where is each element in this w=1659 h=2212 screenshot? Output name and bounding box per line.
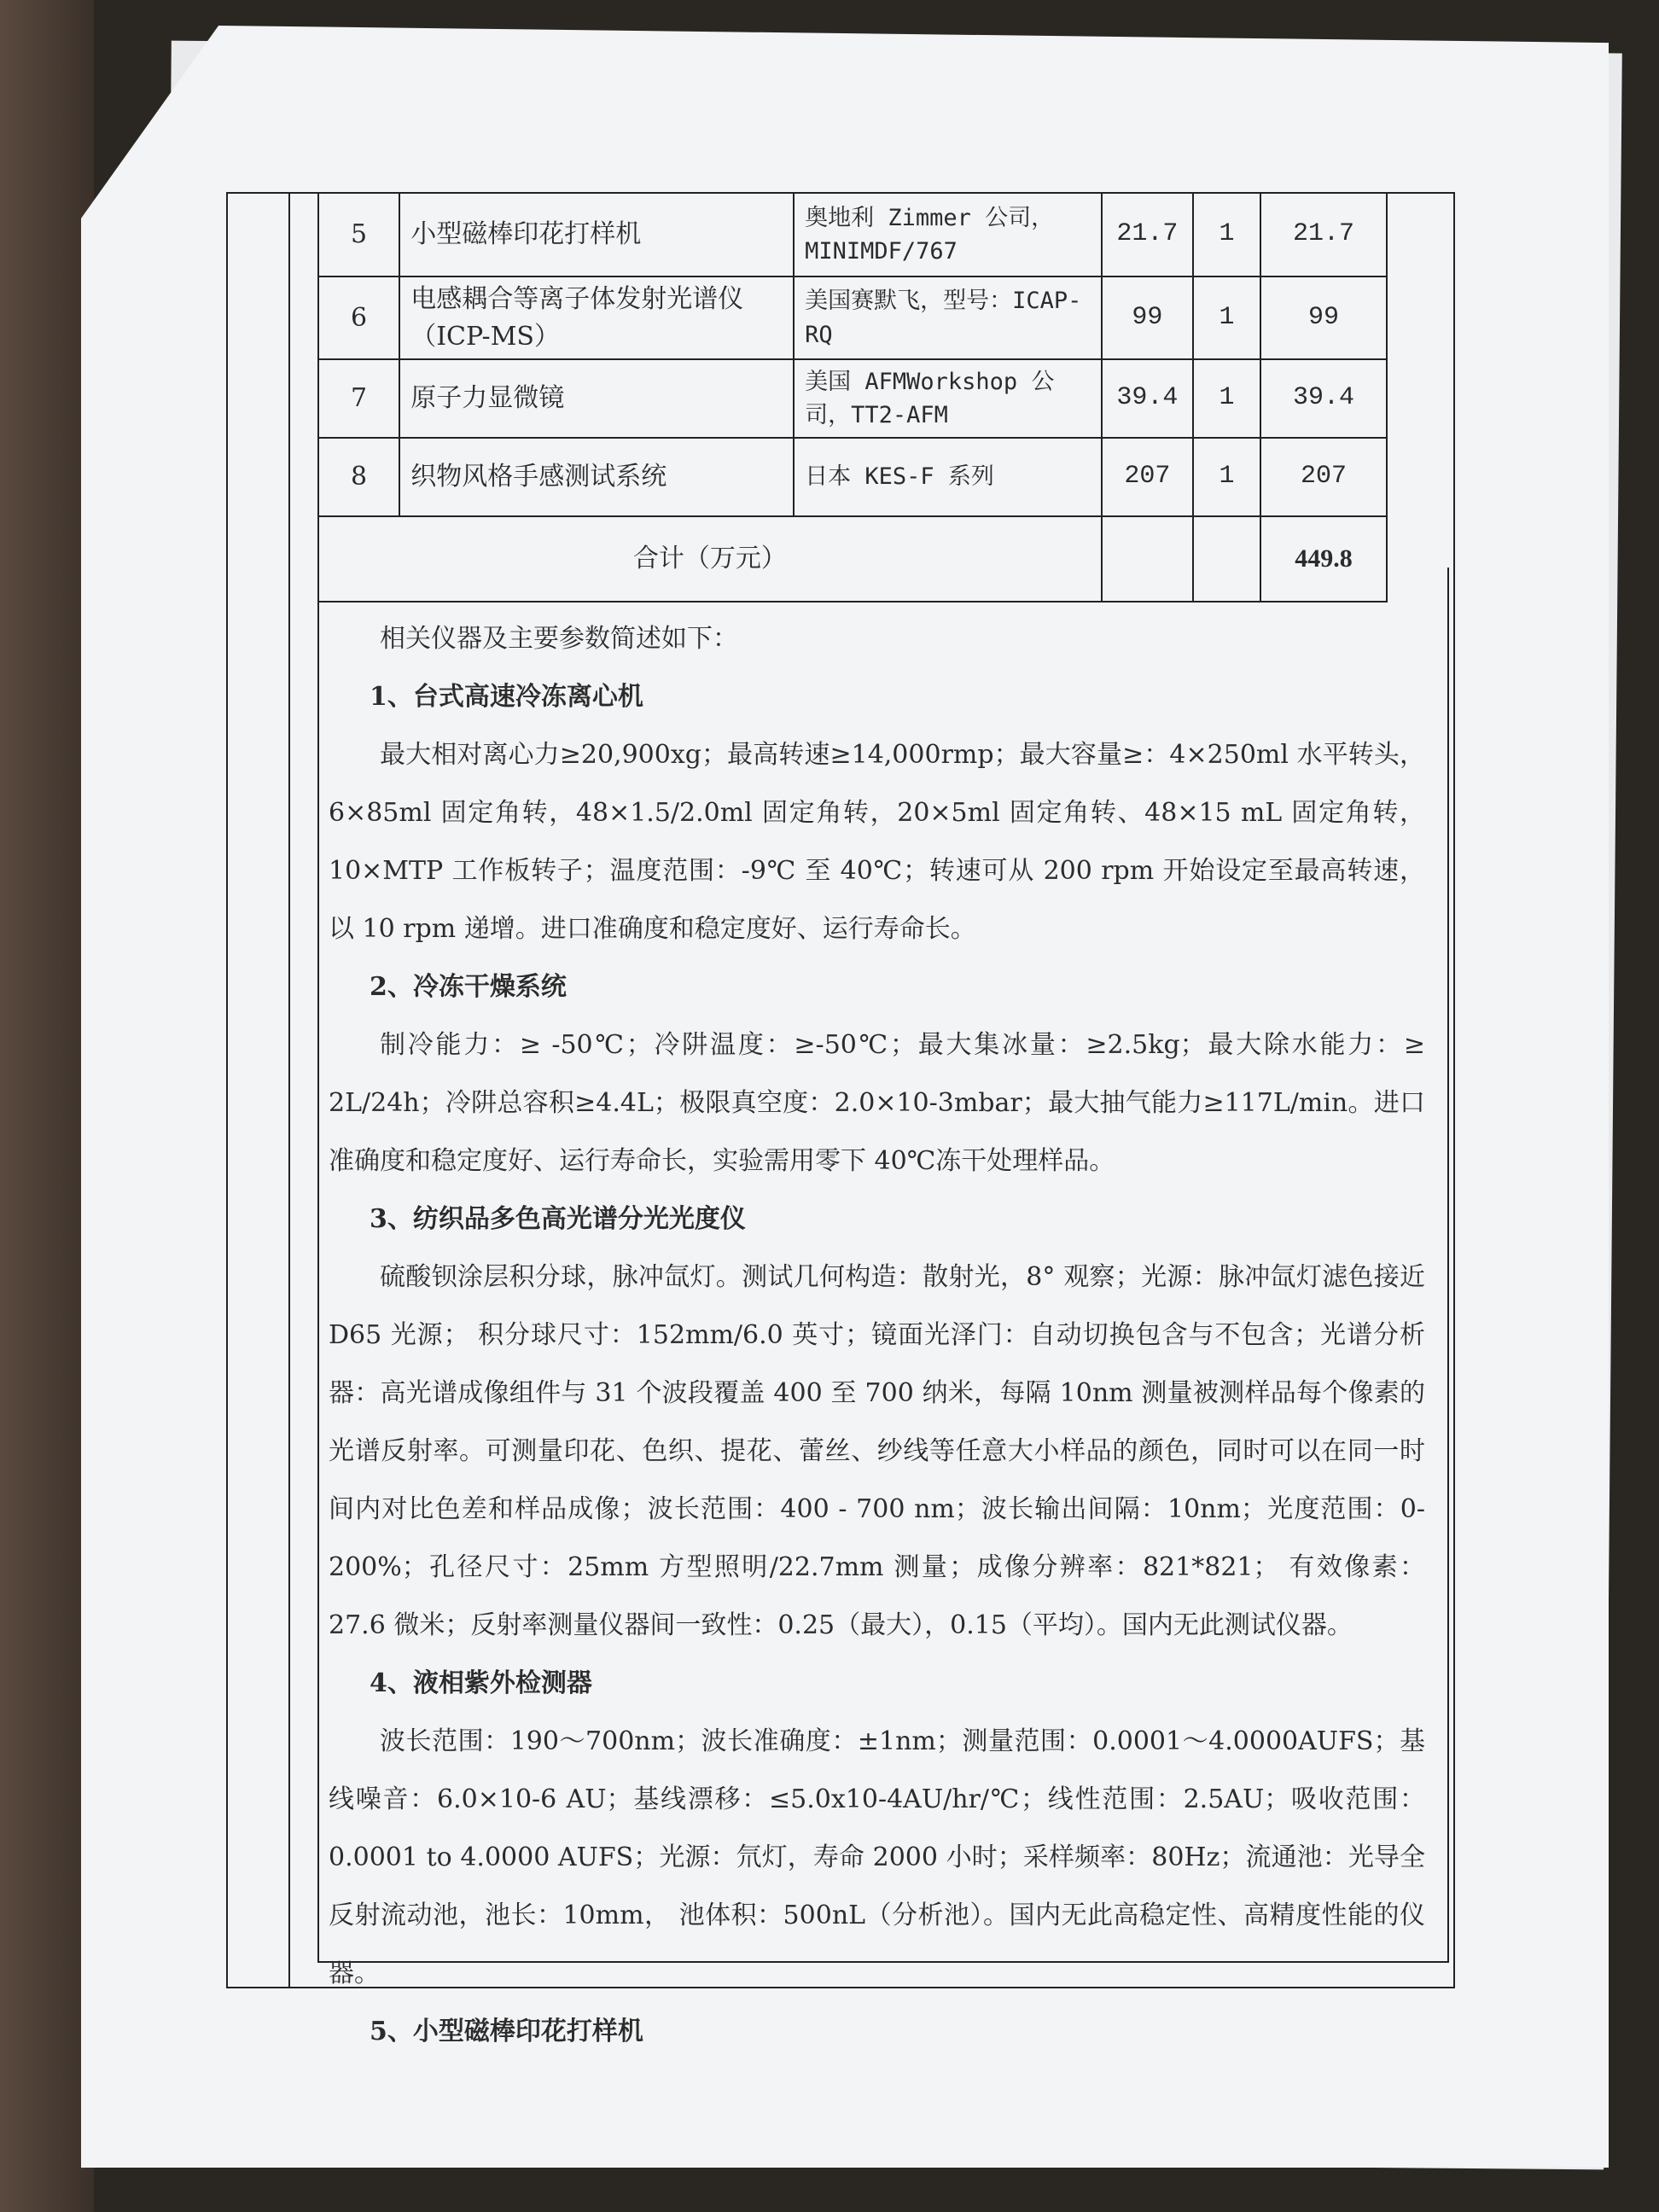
row-total: 39.4	[1260, 359, 1387, 438]
equipment-name: 原子力显微镜	[399, 359, 794, 438]
unit-price: 21.7	[1102, 193, 1193, 276]
manufacturer: 日本 KES-F 系列	[794, 438, 1102, 516]
equipment-table	[317, 192, 1388, 602]
section-heading: 4、液相紫外检测器	[370, 1668, 592, 1698]
quantity: 1	[1193, 193, 1260, 276]
sum-total: 449.8	[1260, 516, 1387, 602]
quantity: 1	[1193, 359, 1260, 438]
row-number: 7	[318, 359, 399, 438]
desk-background	[0, 0, 94, 2212]
sum-label: 合计（万元）	[318, 516, 1102, 602]
manufacturer: 奥地利 Zimmer 公司，MINIMDF/767	[794, 193, 1102, 276]
section-heading: 1、台式高速冷冻离心机	[370, 682, 643, 712]
table-row	[318, 193, 1387, 276]
table-row	[318, 359, 1387, 438]
row-number: 8	[318, 438, 399, 516]
equipment-name: 小型磁棒印花打样机	[399, 193, 794, 276]
section-heading: 5、小型磁棒印花打样机	[370, 2017, 643, 2046]
unit-price: 39.4	[1102, 359, 1193, 438]
row-total: 207	[1260, 438, 1387, 516]
table-row	[318, 276, 1387, 359]
equipment-name: 织物风格手感测试系统	[399, 438, 794, 516]
empty-cell	[1193, 516, 1260, 602]
section-heading: 2、冷冻干燥系统	[370, 972, 567, 1002]
section-text: 波长范围：190～700nm；波长准确度：±1nm；测量范围：0.0001～4.0000AUFS；基线噪音：6.0×10-6 AU；基线漂移：≤5.0x10-4AU/hr/℃；线性范围：2.5AU；吸收范围：0.0001 to 4.0000 AUFS；光源：氘灯，寿命 2000 小时；采样频率：80Hz；流通池：光导全反射流动池，池长：10mm， 池体积：500nL（分析池）。国内无此高稳定性、高精度性能的仪器。	[329, 1726, 1425, 1988]
empty-cell	[1102, 516, 1193, 602]
manufacturer: 美国赛默飞，型号：ICAP-RQ	[794, 276, 1102, 359]
quantity: 1	[1193, 438, 1260, 516]
frame-divider	[288, 192, 290, 1988]
unit-price: 207	[1102, 438, 1193, 516]
sum-row	[318, 516, 1387, 602]
section-text: 制冷能力：≥ -50℃；冷阱温度：≥-50℃；最大集冰量：≥2.5kg；最大除水能力：≥ 2L/24h；冷阱总容积≥4.4L；极限真空度：2.0×10-3mbar；最大抽气能力≥117L/min。进口准确度和稳定度好、运行寿命长，实验需用零下 40℃冻干处理样品。	[329, 1030, 1425, 1176]
equipment-name: 电感耦合等离子体发射光谱仪（ICP-MS）	[399, 276, 794, 359]
row-number: 6	[318, 276, 399, 359]
manufacturer: 美国 AFMWorkshop 公司，TT2-AFM	[794, 359, 1102, 438]
section-heading: 3、纺织品多色高光谱分光光度仪	[370, 1204, 746, 1234]
row-total: 21.7	[1260, 193, 1387, 276]
section-text: 硫酸钡涂层积分球，脉冲氙灯。测试几何构造：散射光，8° 观察；光源：脉冲氙灯滤色接近 D65 光源； 积分球尺寸：152mm/6.0 英寸；镜面光泽门：自动切换包含与不包含；光谱分析器：高光谱成像组件与 31 个波段覆盖 400 至 700 纳米，每隔 10nm 测量被测样品每个像素的光谱反射率。可测量印花、色织、提花、蕾丝、纱线等任意大小样品的颜色，同时可以在同一时间内对比色差和样品成像；波长范围：400 - 700 nm；波长输出间隔：10nm；光度范围：0-200%；孔径尺寸：25mm 方型照明/22.7mm 测量；成像分辨率：821*821； 有效像素：27.6 微米；反射率测量仪器间一致性：0.25（最大），0.15（平均）。国内无此测试仪器。	[329, 1262, 1425, 1640]
unit-price: 99	[1102, 276, 1193, 359]
table-row	[318, 438, 1387, 516]
section-text: 最大相对离心力≥20,900xg；最高转速≥14,000rmp；最大容量≥：4×250ml 水平转头，6×85ml 固定角转，48×1.5/2.0ml 固定角转，20×5ml 固定角转、48×15 mL 固定角转，10×MTP 工作板转子；温度范围：-9℃ 至 40℃；转速可从 200 rpm 开始设定至最高转速，以 10 rpm 递增。进口准确度和稳定度好、运行寿命长。	[329, 740, 1425, 944]
intro-text: 相关仪器及主要参数简述如下：	[380, 624, 738, 654]
row-number: 5	[318, 193, 399, 276]
instrument-description	[329, 610, 1425, 2061]
row-total: 99	[1260, 276, 1387, 359]
quantity: 1	[1193, 276, 1260, 359]
